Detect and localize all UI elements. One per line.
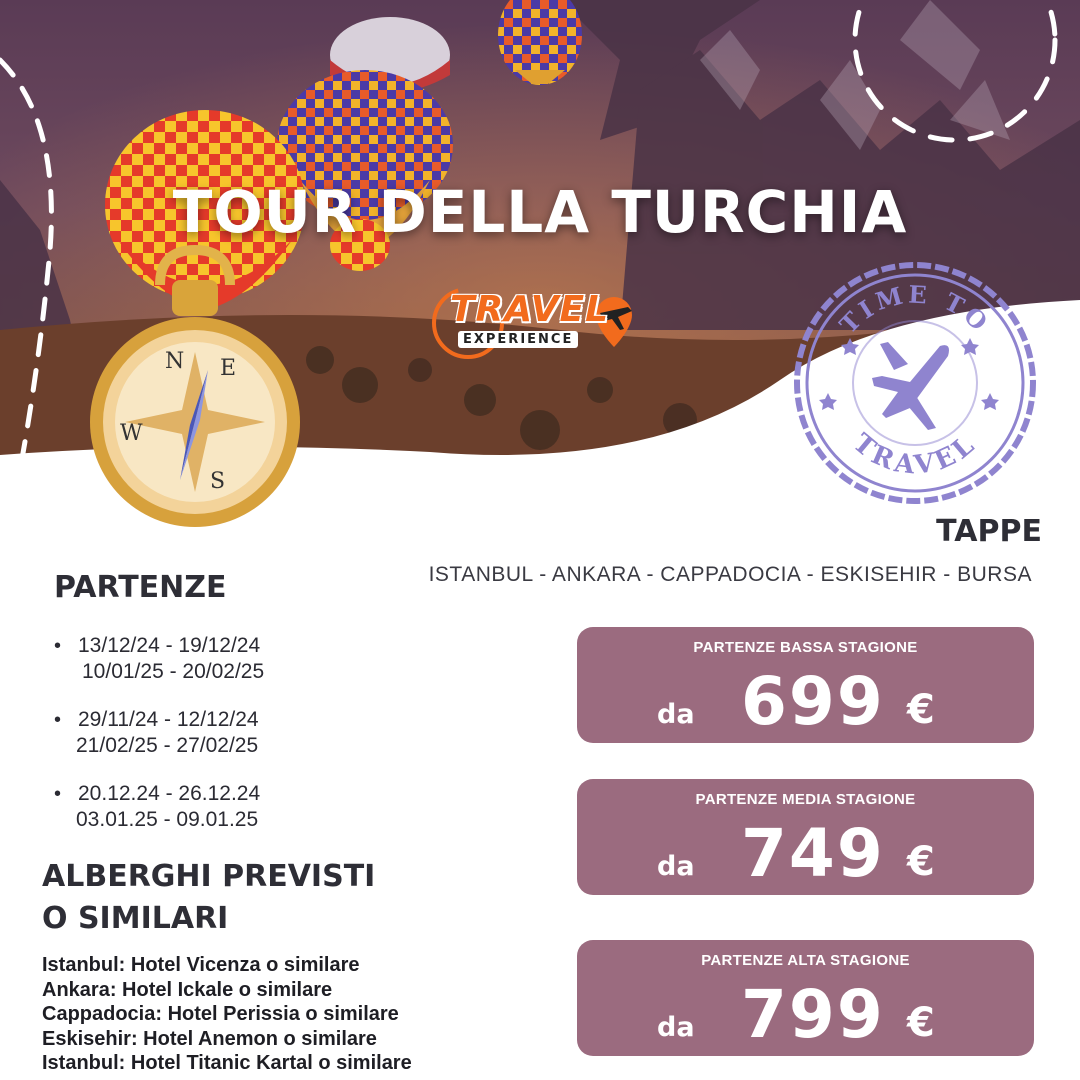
svg-text:TRAVEL [847,428,983,481]
date-range: • 13/12/24 - 19/12/24 [78,634,261,657]
price-amount: 799 [741,976,885,1053]
list-item: Eskisehir: Hotel Anemon o similare [42,1027,377,1050]
date-range: 10/01/25 - 20/02/25 [82,660,265,683]
price-label: PARTENZE ALTA STAGIONE [701,952,910,969]
price-amount: 699 [741,663,885,740]
travel-experience-logo [428,285,653,360]
date-range: • 29/11/24 - 12/12/24 [78,708,259,731]
price-amount: 749 [741,815,885,892]
hotels-heading [42,856,375,940]
partenze-heading: PARTENZE [54,570,227,605]
price-currency: € [907,1000,935,1046]
page-title: TOUR DELLA TURCHIA [172,178,908,246]
date-range: • 20.12.24 - 26.12.24 [78,782,261,805]
hotels-heading-line: O SIMILARI [42,901,229,936]
stamp-top-text: TIME TO [833,279,997,340]
price-label: PARTENZE MEDIA STAGIONE [695,791,916,808]
logo-word-experience: EXPERIENCE [458,331,578,348]
list-item [54,633,454,685]
price-currency: € [907,687,935,733]
price-prefix: da [657,851,695,882]
svg-text:N: N [165,349,185,374]
list-item: Ankara: Hotel Ickale o similare [42,978,333,1001]
list-item [54,707,454,759]
price-card-high-season [577,940,1034,1056]
departure-dates-list [54,633,454,855]
price-currency: € [907,839,935,885]
time-to-travel-stamp [790,258,1040,508]
compass-icon [80,240,310,540]
price-prefix: da [657,699,695,730]
date-range: 21/02/25 - 27/02/25 [76,734,259,757]
price-card-mid-season [577,779,1034,895]
svg-text:W: W [120,421,143,446]
list-item: Istanbul: Hotel Vicenza o similare [42,954,360,976]
date-range: 03.01.25 - 09.01.25 [76,808,259,831]
svg-text:TIME TO [834,280,996,340]
svg-text:E: E [220,356,237,381]
hotels-heading-line: ALBERGHI PREVISTI [42,859,376,894]
stamp-bottom-text: TRAVEL [847,428,983,481]
tappe-route: ISTANBUL - ANKARA - CAPPADOCIA - ESKISEHIR - BURSA [428,563,1032,586]
tappe-heading: TAPPE [936,514,1042,549]
svg-text:S: S [210,469,226,494]
price-card-low-season [577,627,1034,743]
price-label: PARTENZE BASSA STAGIONE [693,639,918,656]
logo-word-travel: TRAVEL [450,289,610,330]
list-item: Cappadocia: Hotel Perissia o similare [42,1003,399,1025]
hotels-list [42,953,412,1076]
list-item: Istanbul: Hotel Titanic Kartal o similare [42,1052,412,1074]
list-item [54,781,454,833]
price-prefix: da [657,1012,695,1043]
